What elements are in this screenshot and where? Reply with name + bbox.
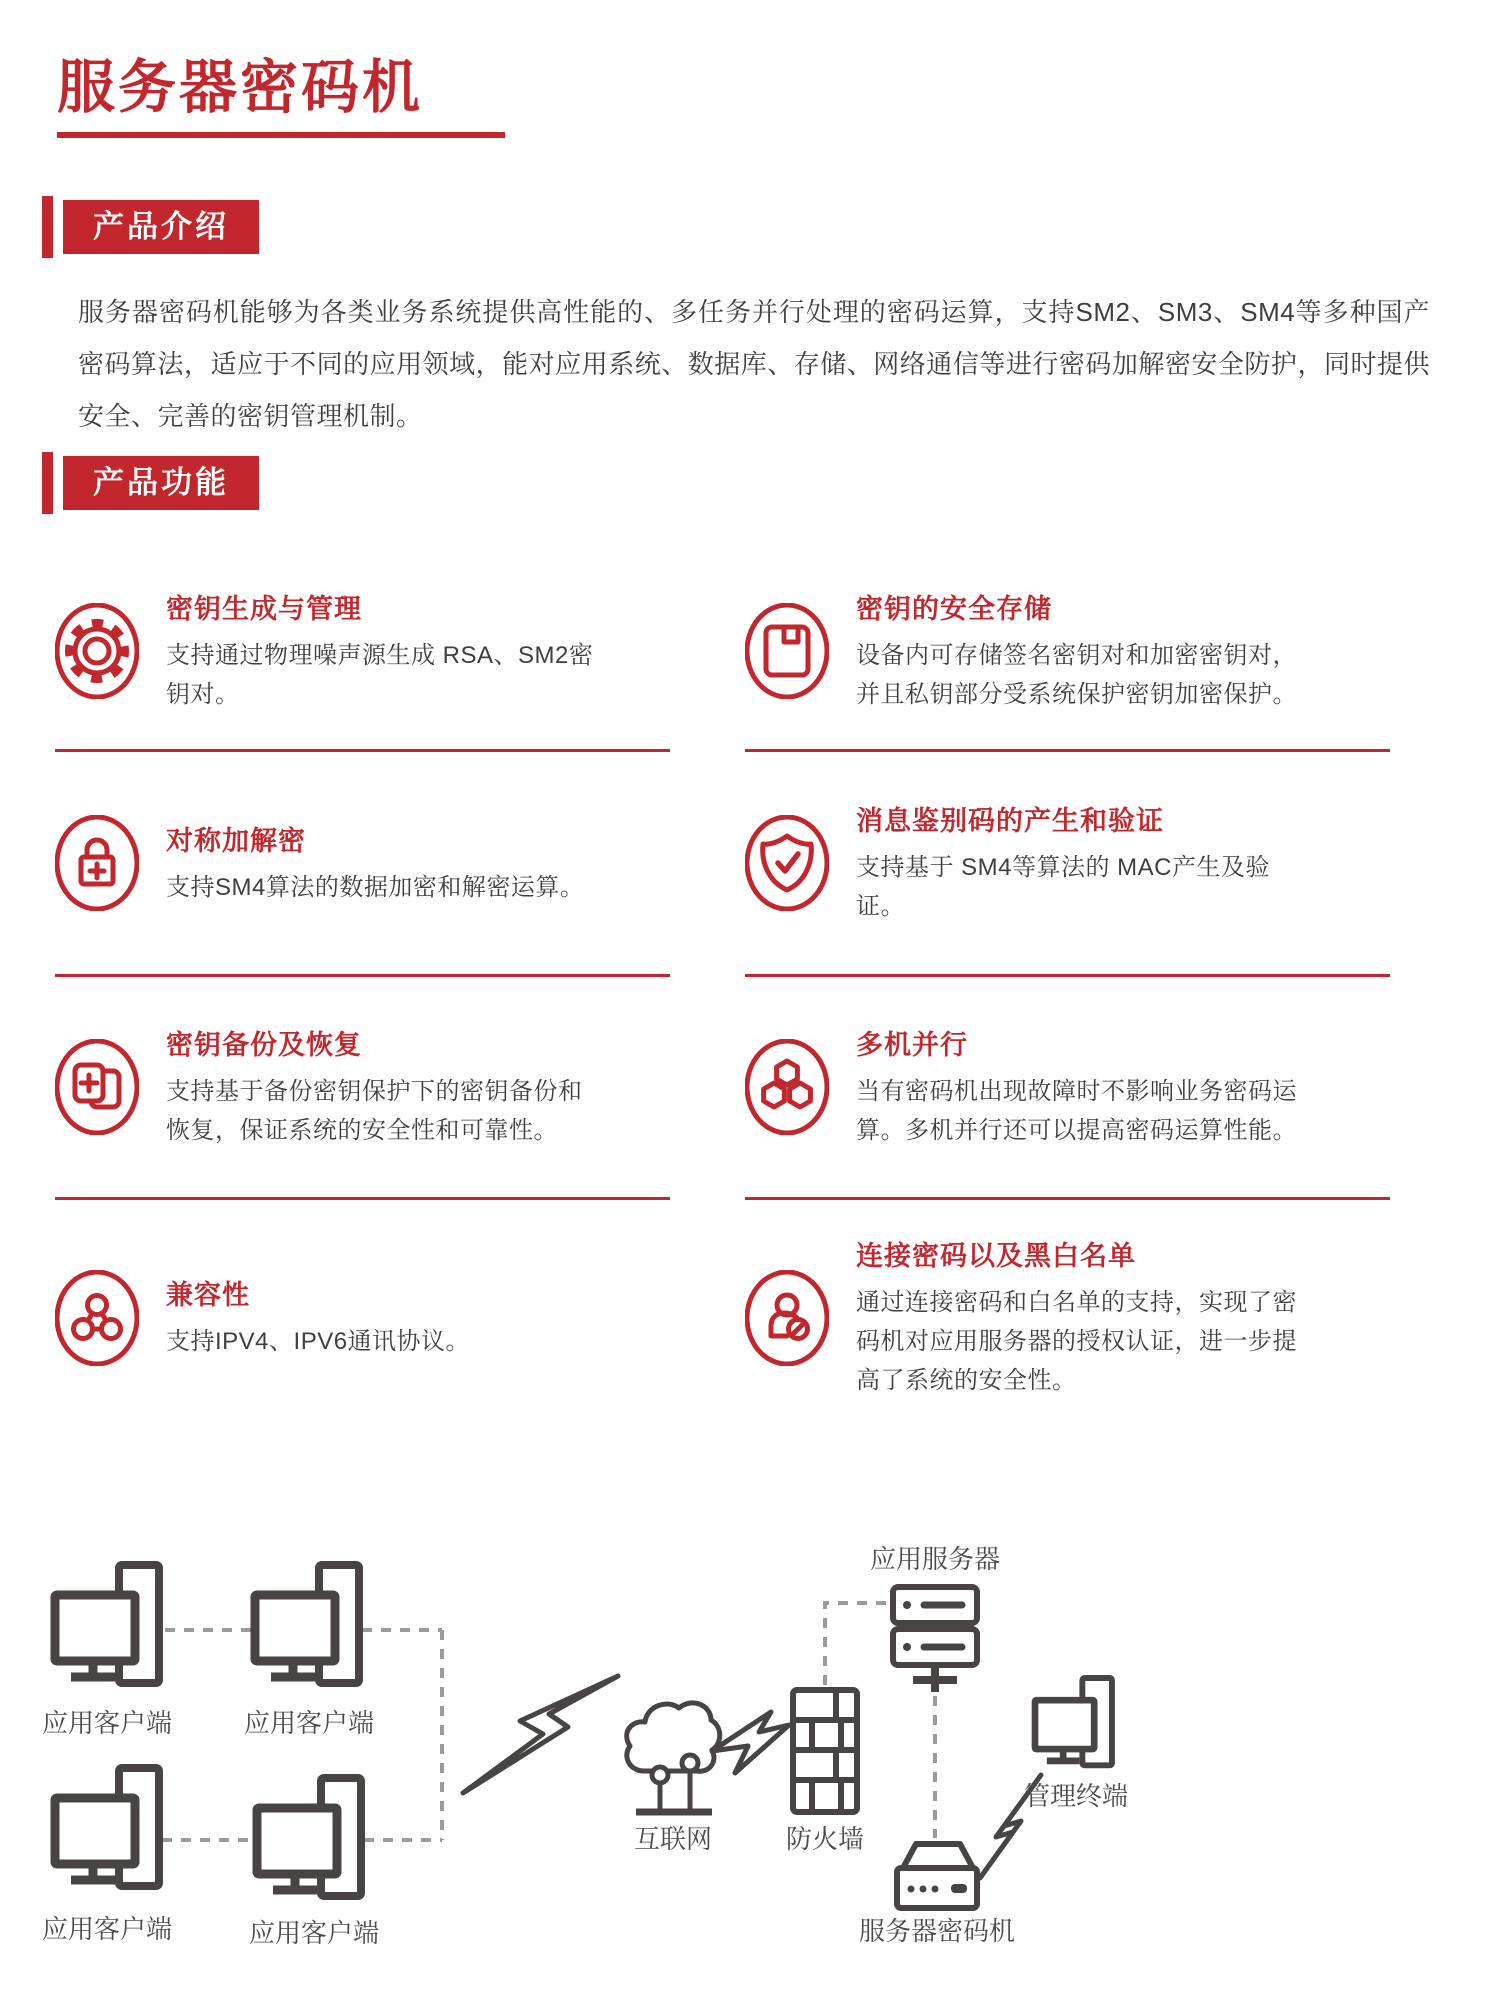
firewall-label: 防火墙 <box>785 1824 865 1854</box>
feature-title: 密钥生成与管理 <box>166 593 362 624</box>
client-label: 应用客户端 <box>41 1708 173 1738</box>
feature-card <box>55 552 670 752</box>
feature-title: 兼容性 <box>166 1280 250 1311</box>
feature-text <box>856 587 1308 715</box>
section-accent-bar <box>42 452 53 514</box>
feature-card <box>55 977 670 1200</box>
feature-desc: 设备内可存储签名密钥对和加密密钥对，并且私钥部分受系统保护密钥加密保护。 <box>856 641 1297 708</box>
section-accent-bar <box>42 196 53 258</box>
feature-text <box>856 1234 1308 1401</box>
firewall-server-dash <box>825 1603 890 1685</box>
gear-icon <box>55 603 139 699</box>
intro-paragraph: 服务器密码机能够为各类业务系统提供高性能的、多任务并行处理的密码运算，支持SM2、SM3、SM4等多种国产密码算法，适应于不同的应用领域，能对应用系统、数据库、存储、网络通信等进行密码加解密安全防护，同时提供安全、完善的密钥管理机制。 <box>78 297 1430 431</box>
feature-text <box>166 819 584 908</box>
feature-card <box>745 977 1390 1200</box>
feature-desc: 支持基于备份密钥保护下的密钥备份和恢复，保证系统的安全性和可靠性。 <box>166 1078 583 1144</box>
shield-check-icon <box>745 815 829 911</box>
user-block-icon <box>745 1270 829 1366</box>
internet-label: 互联网 <box>633 1824 713 1854</box>
client-label: 应用客户端 <box>41 1914 173 1944</box>
lightning-link-icon <box>463 1676 618 1793</box>
client-computer-icon <box>55 1565 159 1683</box>
terminal-computer-icon <box>1035 1678 1112 1765</box>
feature-card <box>55 752 670 977</box>
feature-desc: 支持基于 SM4等算法的 MAC产生及验证。 <box>856 854 1271 920</box>
app-server-label: 应用服务器 <box>869 1544 1001 1574</box>
feature-desc: 通过连接密码和白名单的支持，实现了密码机对应用服务器的授权认证，进一步提高了系统的安全性。 <box>856 1289 1297 1394</box>
feature-title: 多机并行 <box>856 1030 968 1061</box>
section-header-features <box>42 452 259 514</box>
feature-text <box>166 587 596 715</box>
hexagons-icon <box>745 1039 829 1135</box>
page-title: 服务器密码机 <box>57 55 424 120</box>
floppy-icon <box>745 603 829 699</box>
feature-desc: 支持SM4算法的数据加密和解密运算。 <box>166 873 585 901</box>
feature-title: 对称加解密 <box>166 825 306 856</box>
section-heading: 产品功能 <box>63 456 259 510</box>
terminal-label: 管理终端 <box>1023 1781 1129 1811</box>
feature-card <box>745 1200 1390 1435</box>
feature-text <box>166 1023 596 1151</box>
title-underline <box>57 132 505 138</box>
feature-text <box>856 799 1308 927</box>
feature-desc: 支持IPV4、IPV6通讯协议。 <box>166 1328 471 1356</box>
feature-card <box>55 1200 670 1435</box>
feature-card <box>745 752 1390 977</box>
feature-title: 密钥的安全存储 <box>856 593 1052 624</box>
client-label: 应用客户端 <box>243 1708 375 1738</box>
firewall-icon <box>793 1690 857 1812</box>
client-computer-icon <box>255 1565 359 1683</box>
feature-desc: 当有密码机出现故障时不影响业务密码运算。多机并行还可以提高密码运算性能。 <box>856 1078 1297 1144</box>
client-label: 应用客户端 <box>248 1918 380 1948</box>
client-computer-icon <box>257 1778 361 1896</box>
feature-title: 密钥备份及恢复 <box>166 1030 362 1061</box>
feature-text <box>166 1273 470 1362</box>
nodes-icon <box>55 1270 139 1366</box>
crypto-machine-label: 服务器密码机 <box>858 1916 1016 1946</box>
lock-icon <box>55 815 139 911</box>
lightning-link-icon <box>712 1712 789 1773</box>
feature-title: 消息鉴别码的产生和验证 <box>856 806 1164 837</box>
backup-icon <box>55 1039 139 1135</box>
section-header-intro <box>42 196 259 258</box>
features-grid <box>55 552 1390 1435</box>
feature-title: 连接密码以及黑白名单 <box>856 1241 1136 1272</box>
feature-desc: 支持通过物理噪声源生成 RSA、SM2密钥对。 <box>166 641 594 708</box>
feature-card <box>745 552 1390 752</box>
network-topology-diagram <box>0 1480 1500 1998</box>
app-server-icon <box>893 1587 977 1692</box>
crypto-machine-icon <box>897 1844 977 1908</box>
client-computer-icon <box>55 1768 159 1886</box>
feature-text <box>856 1023 1308 1151</box>
internet-cloud-icon <box>627 1703 720 1812</box>
section-heading: 产品介绍 <box>63 200 259 254</box>
